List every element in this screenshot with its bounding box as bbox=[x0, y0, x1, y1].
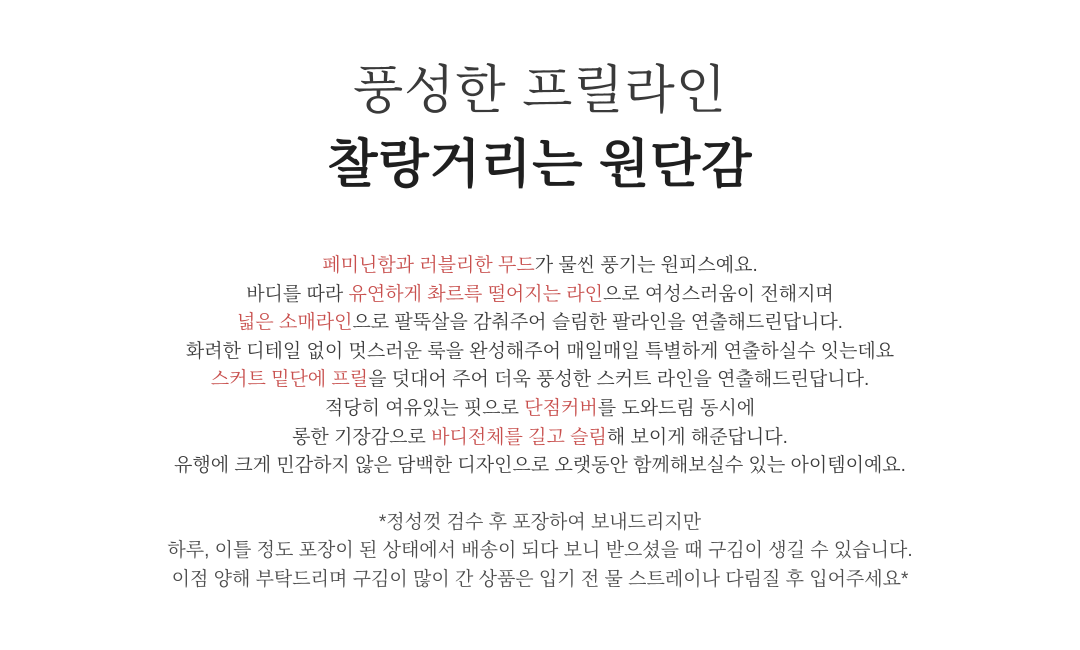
plain-text: 을 덧대어 주어 더욱 풍성한 스커트 라인을 연출해드린답니다. bbox=[368, 369, 870, 391]
text-line bbox=[0, 252, 1080, 281]
note-line: 이점 양해 부탁드리며 구김이 많이 간 상품은 입기 전 물 스트레이나 다림질 후 입어주세요* bbox=[171, 568, 909, 590]
plain-text: 바디를 따라 bbox=[246, 283, 349, 305]
note-line: *정성껏 검수 후 포장하여 보내드리지만 bbox=[378, 511, 702, 533]
highlight-text: 페미닌함과 러블리한 무드 bbox=[322, 255, 535, 276]
plain-text: 를 도와드림 동시에 bbox=[597, 397, 756, 419]
text-line bbox=[0, 309, 1080, 338]
text-line bbox=[0, 366, 1080, 395]
plain-text: 가 물씬 풍기는 원피스예요. bbox=[534, 255, 758, 276]
highlight-text: 바디전체를 길고 슬림 bbox=[431, 426, 607, 448]
text-line bbox=[0, 281, 1080, 310]
text-line bbox=[0, 452, 1080, 481]
plain-text: 으로 팔뚝살을 감춰주어 슬림한 팔라인을 연출해드린답니다. bbox=[352, 312, 843, 334]
note-line: 하루, 이틀 정도 포장이 된 상태에서 배송이 되다 보니 받으셨을 때 구김이 생길 수 있습니다. bbox=[167, 540, 913, 562]
plain-text: 해 보이게 해준답니다. bbox=[606, 426, 788, 448]
text-line bbox=[0, 338, 1080, 367]
plain-text: 으로 여성스러움이 전해지며 bbox=[602, 283, 834, 305]
highlight-text: 유연하게 촤르륵 떨어지는 라인 bbox=[348, 283, 603, 305]
text-line bbox=[0, 395, 1080, 424]
product-heading bbox=[0, 54, 1080, 202]
body-text bbox=[0, 252, 1080, 481]
heading-line-1: 풍성한 프릴라인 bbox=[352, 62, 728, 120]
shipping-note bbox=[0, 509, 1080, 595]
highlight-text: 넓은 소매라인 bbox=[237, 312, 353, 334]
heading-line-2: 찰랑거리는 원단감 bbox=[327, 136, 753, 194]
plain-text: 적당히 여유있는 핏으로 bbox=[324, 397, 525, 419]
plain-text: 유행에 크게 민감하지 않은 담백한 디자인으로 오랫동안 함께해보실수 있는 아이템이예요. bbox=[174, 455, 906, 477]
highlight-text: 스커트 밑단에 프릴 bbox=[210, 369, 369, 391]
text-line bbox=[0, 424, 1080, 453]
plain-text: 화려한 디테일 없이 멋스러운 룩을 완성해주어 매일매일 특별하게 연출하실수 잇는데요 bbox=[185, 340, 895, 362]
highlight-text: 단점커버 bbox=[524, 397, 598, 419]
plain-text: 롱한 기장감으로 bbox=[292, 426, 432, 448]
